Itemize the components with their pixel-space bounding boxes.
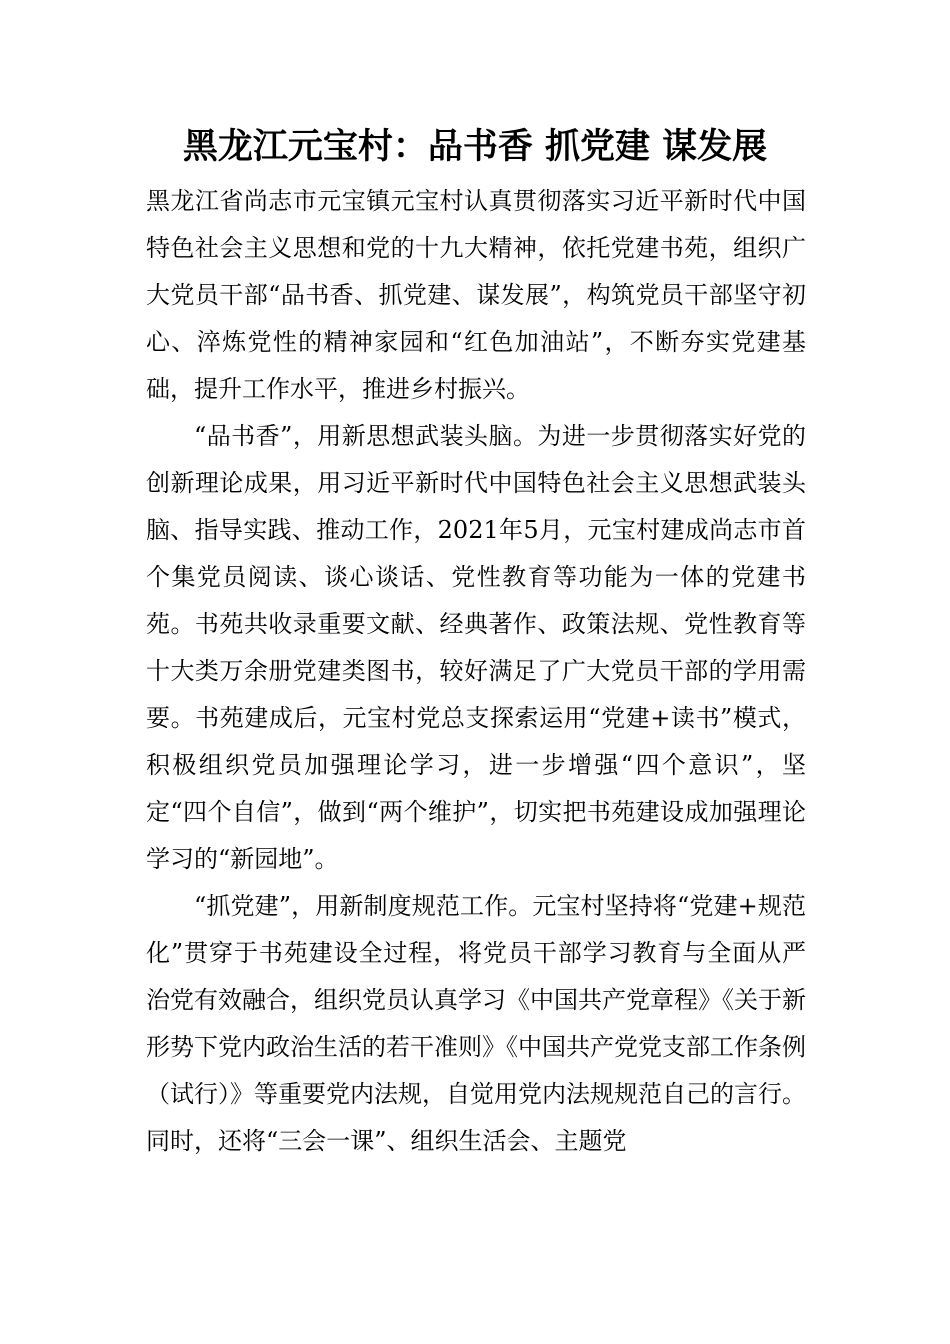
document-title: 黑龙江元宝村：品书香 抓党建 谋发展 (182, 126, 768, 167)
paragraph-reading: “品书香”，用新思想武装头脑。为进一步贯彻落实好党的创新理论成果，用习近平新时代中国特色社会主义思想武装头脑、指导实践、推动工作，2021年5月，元宝村建成尚志市首个集党员阅读、谈心谈话、党性教育等功能为一体的党建书苑。书苑共收录重要文献、经典著作、政策法规、党性教育等十大类万余册党建类图书，较好满足了广大党员干部的学用需要。书苑建成后，元宝村党总支探索运用“党建+读书”模式，积极组织党员加强理论学习，进一步增强“四个意识”，坚定“四个自信”，做到“两个维护”，切实把书苑建设成加强理论学习的“新园地”。 (146, 422, 806, 873)
paragraph-intro: 黑龙江省尚志市元宝镇元宝村认真贯彻落实习近平新时代中国特色社会主义思想和党的十九大精神，依托党建书苑，组织广大党员干部“品书香、抓党建、谋发展”，构筑党员干部坚守初心、淬炼党性的精神家园和“红色加油站”，不断夯实党建基础，提升工作水平，推进乡村振兴。 (146, 187, 806, 403)
document-body (146, 178, 806, 1165)
paragraph-party-building: “抓党建”，用新制度规范工作。元宝村坚持将“党建+规范化”贯穿于书苑建设全过程，将党员干部学习教育与全面从严治党有效融合，组织党员认真学习《中国共产党章程》《关于新形势下党内政治生活的若干准则》《中国共产党党支部工作条例（试行）》等重要党内法规，自觉用党内法规规范自己的言行。同时，还将“三会一课”、组织生活会、主题党 (146, 892, 806, 1155)
